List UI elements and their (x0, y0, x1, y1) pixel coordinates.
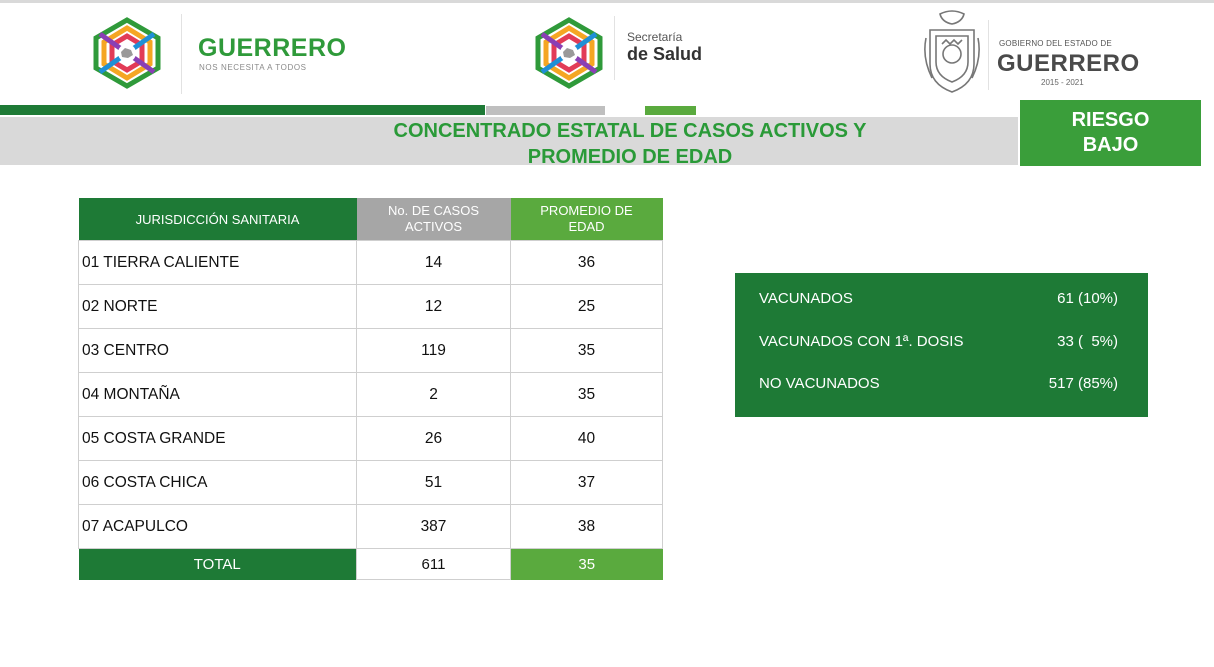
logo-divider (988, 20, 989, 90)
header-active-cases-line1: No. DE CASOS (387, 203, 480, 218)
logo-divider (614, 16, 615, 80)
average-age: 35 (511, 373, 663, 417)
vaccination-label: NO VACUNADOS (759, 375, 880, 392)
risk-badge-line1: RIESGO (1071, 109, 1150, 131)
page-title (300, 118, 960, 170)
woven-star-emblem-icon (532, 16, 606, 90)
gobierno-logo-line1: GOBIERNO DEL ESTADO DE (999, 39, 1112, 48)
vaccination-row (759, 333, 1118, 355)
vaccination-label: VACUNADOS CON 1ª. DOSIS (759, 333, 964, 350)
table-row (79, 241, 663, 285)
vaccination-row (759, 375, 1118, 397)
table-row (79, 417, 663, 461)
salud-logo-line2: de Salud (627, 44, 703, 64)
table-row (79, 373, 663, 417)
jurisdiction-name: 04 MONTAÑA (79, 373, 357, 417)
average-age: 25 (511, 285, 663, 329)
table-row (79, 461, 663, 505)
jurisdiction-name: 07 ACAPULCO (79, 505, 357, 549)
active-cases: 14 (357, 241, 511, 285)
average-age: 40 (511, 417, 663, 461)
header-average-age-line2: EDAD (568, 219, 605, 234)
header-active-cases (357, 198, 511, 241)
gray-bar (486, 106, 605, 115)
header-active-cases-line2: ACTIVOS (404, 219, 463, 234)
risk-badge-line2: BAJO (1082, 134, 1139, 156)
jurisdiction-name: 06 COSTA CHICA (79, 461, 357, 505)
risk-badge (1020, 100, 1201, 166)
jurisdiction-name: 05 COSTA GRANDE (79, 417, 357, 461)
table-row (79, 505, 663, 549)
header-average-age-line1: PROMEDIO DE (540, 203, 633, 218)
active-cases: 12 (357, 285, 511, 329)
active-cases: 119 (357, 329, 511, 373)
woven-star-emblem-icon (90, 16, 164, 90)
salud-logo-line1: Secretaría (627, 30, 683, 44)
state-coat-of-arms-icon (922, 8, 982, 100)
table-row (79, 329, 663, 373)
page-title-line1: CONCENTRADO ESTATAL DE CASOS ACTIVOS Y (393, 120, 867, 142)
average-age: 35 (511, 329, 663, 373)
active-cases: 26 (357, 417, 511, 461)
jurisdiction-name: 03 CENTRO (79, 329, 357, 373)
vaccination-value: 517 (85%) (1048, 375, 1118, 392)
table-header-row (79, 198, 663, 241)
jurisdiction-name: 01 TIERRA CALIENTE (79, 241, 357, 285)
active-cases: 2 (357, 373, 511, 417)
active-cases: 51 (357, 461, 511, 505)
total-average-age: 35 (511, 549, 663, 580)
vaccination-value: 61 (10%) (1057, 290, 1118, 307)
light-green-bar (645, 106, 696, 115)
guerrero-logo-title: GUERRERO (198, 34, 347, 62)
dark-green-bar (0, 105, 485, 115)
vaccination-row (759, 290, 1118, 312)
guerrero-logo-subtitle: NOS NECESITA A TODOS (199, 63, 307, 72)
header-jurisdiction: JURISDICCIÓN SANITARIA (79, 198, 357, 241)
header-average-age (511, 198, 663, 241)
active-cases: 387 (357, 505, 511, 549)
table-row (79, 285, 663, 329)
page-title-line2: PROMEDIO DE EDAD (527, 146, 733, 168)
average-age: 37 (511, 461, 663, 505)
vaccination-summary-box (735, 273, 1148, 417)
average-age: 38 (511, 505, 663, 549)
total-active-cases: 611 (357, 549, 511, 580)
logo-divider (181, 14, 182, 94)
table-total-row (79, 549, 663, 580)
gobierno-logo-years: 2015 - 2021 (1041, 78, 1084, 87)
vaccination-label: VACUNADOS (759, 290, 853, 307)
cases-table (78, 198, 663, 580)
vaccination-value: 33 ( 5%) (1057, 333, 1118, 350)
average-age: 36 (511, 241, 663, 285)
jurisdiction-name: 02 NORTE (79, 285, 357, 329)
gobierno-logo-line2: GUERRERO (997, 50, 1140, 77)
total-label: TOTAL (79, 549, 357, 580)
top-border (0, 0, 1214, 3)
